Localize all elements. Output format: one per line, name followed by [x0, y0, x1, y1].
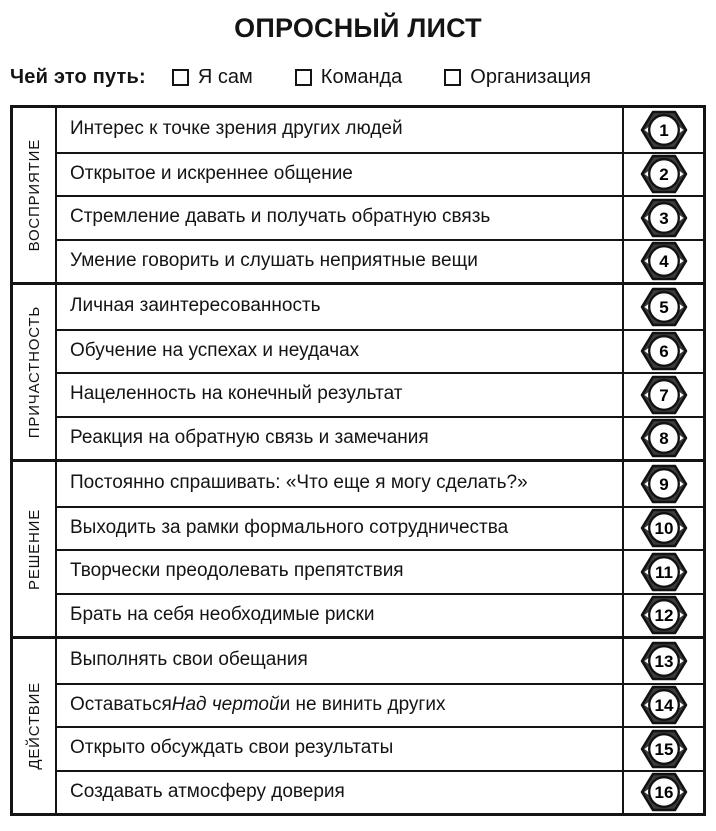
row-badge-cell-9 [624, 462, 703, 506]
section-decision [13, 459, 703, 636]
row-text-6: Обучение на успехах и неудачах [57, 329, 624, 373]
row-number: 16 [654, 783, 673, 803]
section-label-cell-involvement [13, 285, 57, 459]
path-option-team [295, 67, 402, 87]
survey-table [10, 105, 706, 816]
hexagon-nut-badge-icon [640, 641, 688, 681]
row-badge-cell-10 [624, 506, 703, 550]
page-title: ОПРОСНЫЙ ЛИСТ [234, 13, 482, 43]
hexagon-nut-badge-icon [640, 418, 688, 458]
row-number: 5 [658, 297, 669, 317]
row-badge-cell-3 [624, 195, 703, 239]
option-label-myself: Я сам [197, 66, 253, 88]
row-badge-cell-16 [624, 770, 703, 814]
row-text-9: Постоянно спрашивать: «Что еще я могу сделать?» [57, 462, 624, 506]
hexagon-nut-badge-icon [640, 375, 688, 415]
row-text-1: Интерес к точке зрения других людей [57, 108, 624, 152]
hexagon-nut-badge-icon [640, 508, 688, 548]
row-text-11: Творчески преодолевать препятствия [57, 549, 624, 593]
row-badge-cell-4 [624, 239, 703, 283]
section-label-cell-perception [13, 108, 57, 282]
checkbox-myself[interactable] [172, 69, 189, 86]
row-badge-cell-1 [624, 108, 703, 152]
section-label-involvement: ПРИЧАСТНОСТЬ [25, 305, 43, 439]
path-option-myself [172, 67, 253, 87]
row-badge-cell-5 [624, 285, 703, 329]
hexagon-nut-badge-icon [640, 552, 688, 592]
section-action [13, 636, 703, 813]
row-number: 14 [654, 696, 673, 716]
section-label-cell-decision [13, 462, 57, 636]
path-question-label: Чей это путь: [10, 66, 146, 88]
path-question [10, 67, 716, 87]
row-number: 8 [658, 429, 669, 449]
section-perception [13, 108, 703, 282]
row-number: 3 [658, 208, 669, 228]
hexagon-nut-badge-icon [640, 595, 688, 635]
row-badge-cell-14 [624, 683, 703, 727]
path-option-organization [444, 67, 591, 87]
hexagon-nut-badge-icon [640, 729, 688, 769]
row-text-4: Умение говорить и слушать неприятные вещи [57, 239, 624, 283]
row-text-16: Создавать атмосферу доверия [57, 770, 624, 814]
row-number: 15 [654, 739, 673, 759]
row-text-2: Открытое и искреннее общение [57, 152, 624, 196]
checkbox-team[interactable] [295, 69, 312, 86]
row-badge-cell-6 [624, 329, 703, 373]
path-options [172, 67, 591, 87]
section-involvement [13, 282, 703, 459]
row-number: 10 [654, 519, 673, 539]
row-text-15: Открыто обсуждать свои результаты [57, 726, 624, 770]
row-number: 2 [658, 165, 669, 185]
row-number: 9 [658, 474, 669, 494]
row-text-8: Реакция на обратную связь и замечания [57, 416, 624, 460]
row-number: 1 [658, 120, 669, 140]
row-text-12: Брать на себя необходимые риски [57, 593, 624, 637]
hexagon-nut-badge-icon [640, 287, 688, 327]
hexagon-nut-badge-icon [640, 198, 688, 238]
row-badge-cell-12 [624, 593, 703, 637]
row-badge-cell-11 [624, 549, 703, 593]
hexagon-nut-badge-icon [640, 241, 688, 281]
section-label-decision: РЕШЕНИЕ [25, 508, 43, 590]
hexagon-nut-badge-icon [640, 110, 688, 150]
option-label-team: Команда [320, 66, 403, 88]
row-number: 7 [658, 385, 669, 405]
row-number: 12 [654, 606, 673, 626]
hexagon-nut-badge-icon [640, 772, 688, 812]
row-number: 6 [658, 342, 669, 362]
option-label-organization: Организация [470, 66, 591, 88]
section-label-action: ДЕЙСТВИЕ [25, 682, 43, 770]
row-text-3: Стремление давать и получать обратную связь [57, 195, 624, 239]
row-badge-cell-7 [624, 372, 703, 416]
hexagon-nut-badge-icon [640, 685, 688, 725]
row-badge-cell-15 [624, 726, 703, 770]
row-text-7: Нацеленность на конечный результат [57, 372, 624, 416]
hexagon-nut-badge-icon [640, 154, 688, 194]
row-number: 13 [654, 651, 673, 671]
row-badge-cell-8 [624, 416, 703, 460]
row-badge-cell-2 [624, 152, 703, 196]
hexagon-nut-badge-icon [640, 464, 688, 504]
row-number: 4 [658, 252, 669, 272]
section-label-perception: ВОСПРИЯТИЕ [25, 138, 43, 252]
row-text-13: Выполнять свои обещания [57, 639, 624, 683]
row-text-14: Оставаться Над чертой и не винить других [57, 683, 624, 727]
section-label-cell-action [13, 639, 57, 813]
row-number: 11 [654, 562, 673, 582]
row-badge-cell-13 [624, 639, 703, 683]
row-text-5: Личная заинтересованность [57, 285, 624, 329]
checkbox-organization[interactable] [444, 69, 461, 86]
hexagon-nut-badge-icon [640, 331, 688, 371]
row-text-10: Выходить за рамки формального сотрудничества [57, 506, 624, 550]
